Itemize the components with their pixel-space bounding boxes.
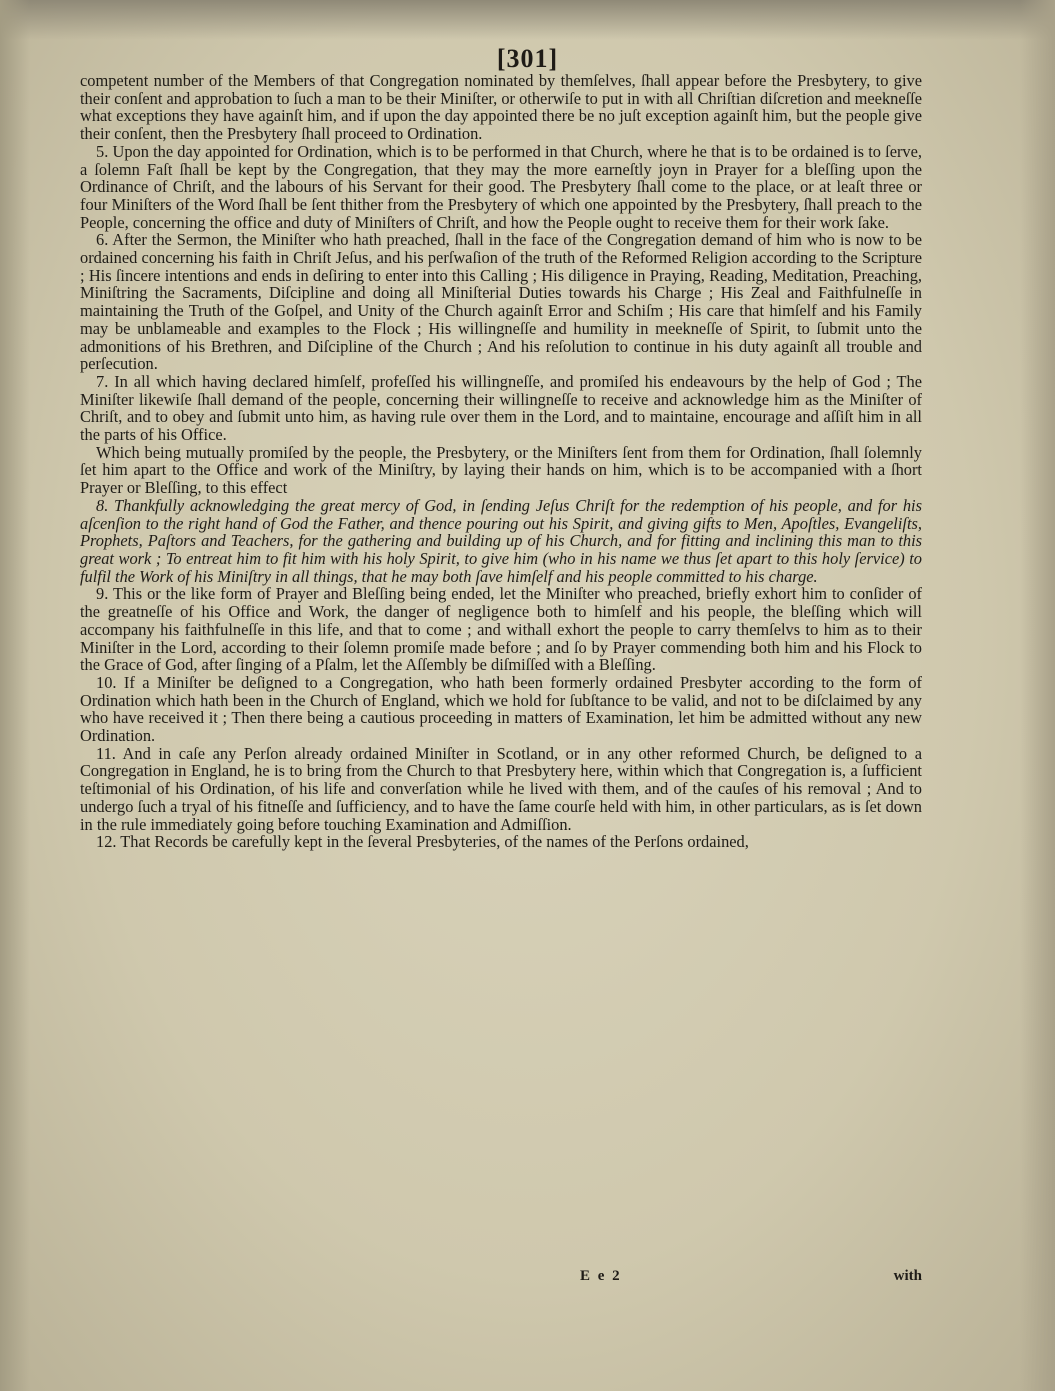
catchword: with (893, 1268, 922, 1284)
signature-mark: E e 2 (580, 1268, 622, 1284)
paragraph: 7. In all which having declared himſelf, profeſſed his willingneſſe, and promiſed his endeavours by the help of God ; The Miniſter likewiſe ſhall demand of the people, concerning their willingneſſe to receive and acknowledge him as the Miniſter of Chriſt, and to obey and ſubmit unto him, as having rule over them in the Lord, and to maintaine, encourage and aſſiſt him in all the parts of his Office. (80, 371, 922, 445)
paragraph: 11. And in caſe any Perſon already ordained Miniſter in Scotland, or in any other reformed Church, be deſigned to a Congregation in England, he is to bring from the Church to that Presbytery here, within which that Congregation is, a ſufficient teſtimonial of his Ordination, of his life and converſation while he lived with them, and of the cauſes of his removal ; And to undergo ſuch a tryal of his fitneſſe and ſufficiency, and to have the ſame courſe held with him, in other particulars, as is ſet down in the rule immediately going before touching Examination and Admiſſion. (80, 743, 922, 834)
paragraph: 9. This or the like form of Prayer and Bleſſing being ended, let the Miniſter who preached, briefly exhort him to conſider of the greatneſſe of his Office and Work, the danger of negligence both to himſelf and his people, the bleſſing which will accompany his faithfulneſſe in this life, and that to come ; and withall exhort the people to carry themſelvs to him as to their Miniſter in the Lord, according to their ſolemn promiſe made before ; and ſo by Prayer commending both him and his Flock to the Grace of God, after ſinging of a Pſalm, let the Aſſembly be diſmiſſed with a Bleſſing. (80, 584, 922, 675)
paragraph: 8. Thankfully acknowledging the great mercy of God, in ſending Jeſus Chriſt for the redemption of his people, and for his aſcenſion to the right hand of God the Father, and thence pouring out his Spirit, and giving gifts to Men, Apoſtles, Evangeliſts, Prophets, Paſtors and Teachers, for the gathering and building up of his Church, and for fitting and inclining this man to this great work ; To entreat him to fit him with his holy Spirit, to give him (who in his name we thus ſet apart to this holy ſervice) to fulfil the Work of his Miniſtry in all things, that he may both ſave himſelf and his people committed to his charge. (80, 495, 922, 586)
paragraph: Which being mutually promiſed by the people, the Presbytery, or the Miniſters ſent from them for Ordination, ſhall ſolemnly ſet him apart to the Office and work of the Miniſtry, by laying their hands on him, which is to be accompanied with a ſhort Prayer or Bleſſing, to this effect (80, 442, 922, 498)
paragraph: 10. If a Miniſter be deſigned to a Congregation, who hath been formerly ordained Presbyter according to the form of Ordination which hath been in the Church of England, which we hold for ſubſtance to be valid, and not to be diſclaimed by any who have received it ; Then there being a cautious proceeding in matters of Examination, let him be admitted without any new Ordination. (80, 672, 922, 746)
page-edge-shadow-left (0, 0, 30, 1391)
page-edge-shadow-top (0, 0, 1055, 40)
page-edge-shadow-right (1020, 0, 1055, 1391)
body-text (80, 72, 922, 851)
page-number: [301] (496, 44, 559, 73)
paragraph: competent number of the Members of that Congregation nominated by themſelves, ſhall appear before the Presbytery, to give their conſent and approbation to ſuch a man to be their Miniſter, or otherwiſe to put in with all Chriſtian diſcretion and meekneſſe what exceptions they have againſt him, and if upon the day appointed there be no juſt exception againſt him, but the people give their conſent, then the Presbytery ſhall proceed to Ordination. (80, 71, 922, 144)
paragraph: 6. After the Sermon, the Miniſter who hath preached, ſhall in the face of the Congregation demand of him who is now to be ordained concerning his faith in Chriſt Jeſus, and his perſwaſion of the truth of the Reformed Religion according to the Scripture ; His ſincere intentions and ends in deſiring to enter into this Calling ; His diligence in Praying, Reading, Meditation, Preaching, Miniſtring the Sacraments, Diſcipline and doing all Miniſterial Duties towards his Charge ; His Zeal and Faithfulneſſe in maintaining the Truth of the Goſpel, and Unity of the Church againſt Error and Schiſm ; His care that himſelf and his Family may be unblameable and examples to the Flock ; His willingneſſe and humility in meekneſſe of Spirit, to ſubmit unto the admonitions of his Brethren, and Diſcipline of the Church ; And his reſolution to continue in his duty againſt all trouble and perſecution. (80, 230, 922, 374)
paragraph: 12. That Records be carefully kept in the ſeveral Presbyteries, of the names of the Perſons ordained, (96, 832, 749, 852)
paragraph: 5. Upon the day appointed for Ordination, which is to be performed in that Church, where he that is to be ordained is to ſerve, a ſolemn Faſt ſhall be kept by the Congregation, that they may the more earneſtly joyn in Prayer for a bleſſing upon the Ordinance of Chriſt, and the labours of his Servant for their good. The Presbytery ſhall come to the place, or at leaſt three or four Miniſters of the Word ſhall be ſent thither from the Presbytery of which one appointed by the Presbytery, ſhall preach to the People, concerning the office and duty of Miniſters of Chriſt, and how the People ought to receive them for their work ſake. (80, 141, 922, 232)
